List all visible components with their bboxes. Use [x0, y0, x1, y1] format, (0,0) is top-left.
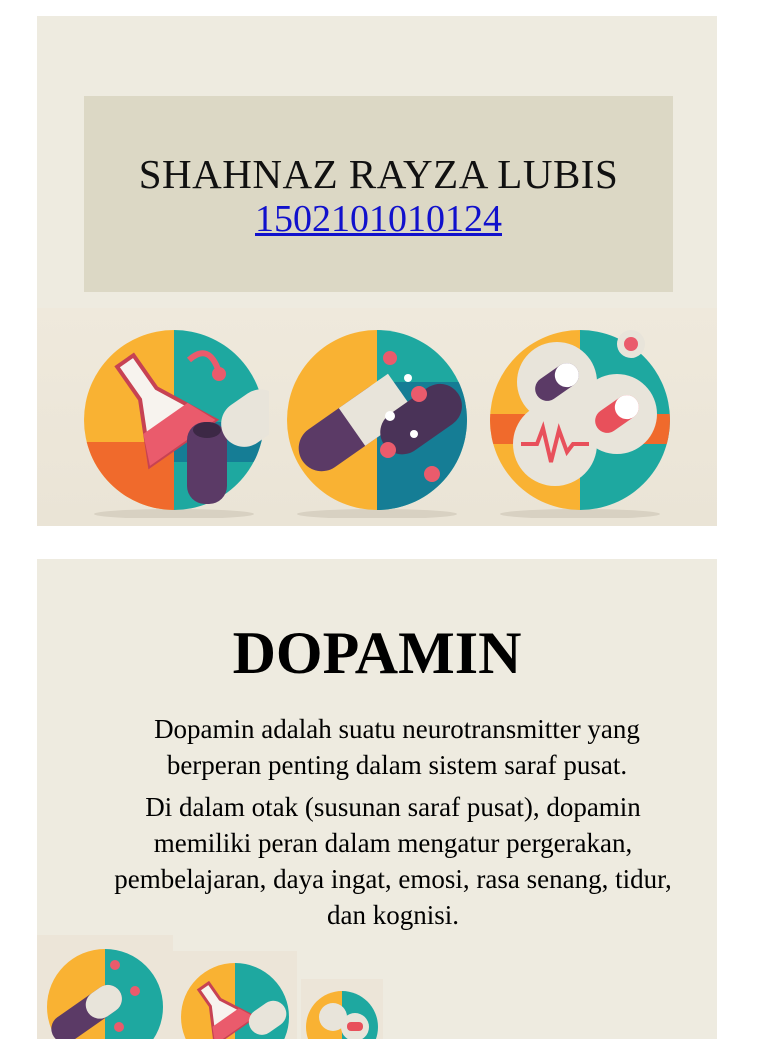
chat-thumbnail-icon [301, 979, 383, 1039]
chemistry-flask-icon [79, 322, 269, 518]
student-id-link[interactable]: 1502101010124 [255, 198, 502, 241]
thumbnail-icons [37, 935, 417, 1039]
capsule-pill-icon [282, 322, 472, 518]
medical-chat-icon [485, 322, 675, 518]
capsule-thumbnail-icon [37, 935, 173, 1039]
flask-thumbnail-icon [173, 951, 297, 1039]
slide-title: DOPAMIN [232, 620, 522, 686]
author-name: SHAHNAZ RAYZA LUBIS [138, 151, 619, 197]
name-box [84, 96, 673, 292]
title-slide [37, 16, 717, 526]
function-paragraph: Di dalam otak (susunan saraf pusat), dopamin memiliki peran dalam mengatur pergerakan, pembelajaran, daya ingat, emosi, rasa senang, tidur, dan kognisi. [114, 792, 672, 930]
definition-paragraph: Dopamin adalah suatu neurotransmitter yang berperan penting dalam sistem saraf pusat. [154, 714, 640, 780]
content-slide [37, 559, 717, 1039]
illustration-band [37, 308, 717, 526]
